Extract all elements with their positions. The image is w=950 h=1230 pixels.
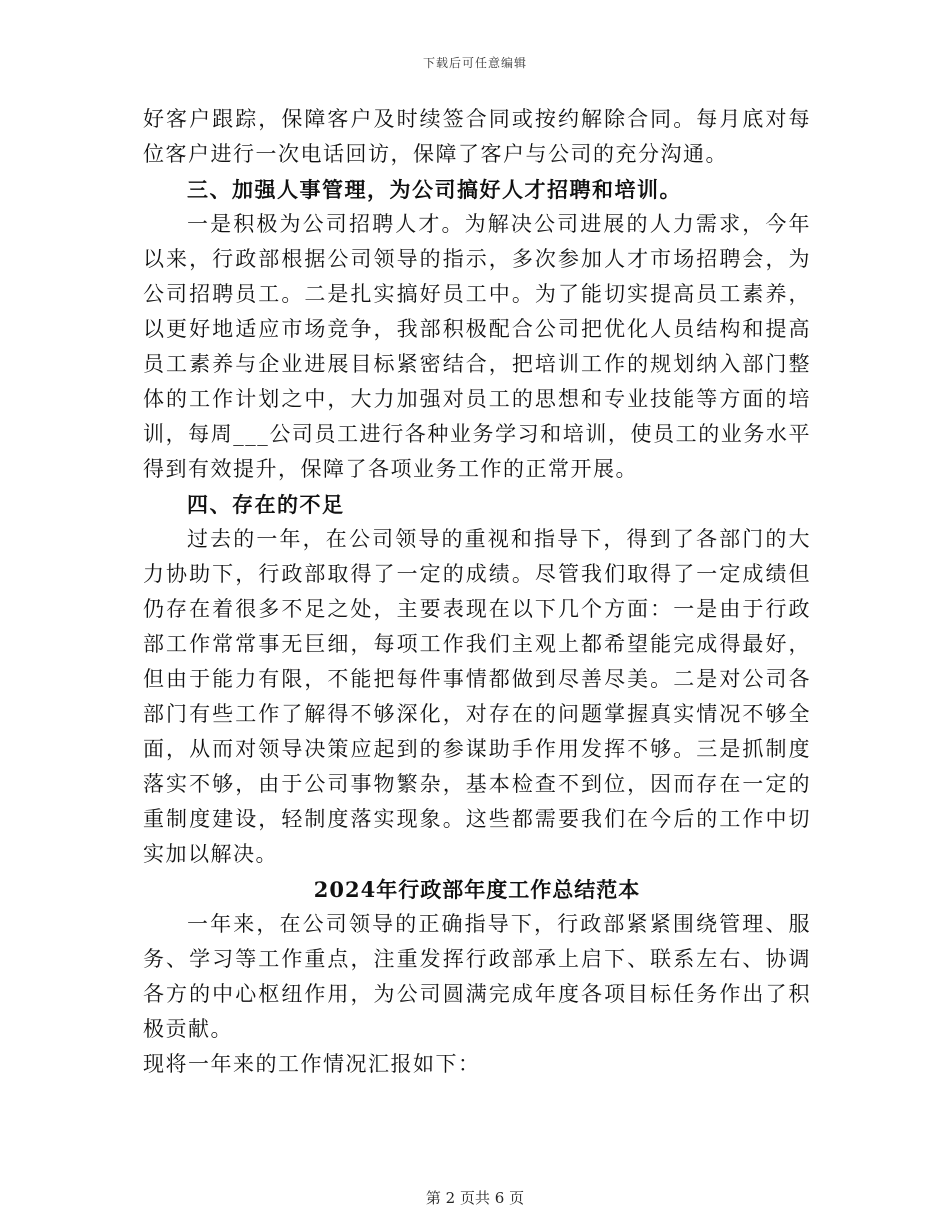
page-footer: 第 2 页共 6 页: [425, 1189, 525, 1207]
section-heading-4: 四、存在的不足: [187, 492, 345, 517]
paragraph: 一年来，在公司领导的正确指导下，行政部紧紧围绕管理、服务、学习等工作重点，注重发挥行政部承上启下、联系左右、协调各方的中心枢纽作用，为公司圆满完成年度各项目标任务作出了积极贡献。: [143, 912, 811, 1041]
paragraph: 过去的一年，在公司领导的重视和指导下，得到了各部门的大力协助下，行政部取得了一定的成绩。尽管我们取得了一定成绩但仍存在着很多不足之处，主要表现在以下几个方面：一是由于行政部工作常常事无巨细，每项工作我们主观上都希望能完成得最好，但由于能力有限，不能把每件事情都做到尽善尽美。二是对公司各部门有些工作了解得不够深化，对存在的问题掌握真实情况不够全面，从而对领导决策应起到的参谋助手作用发挥不够。三是抓制度落实不够，由于公司事物繁杂，基本检查不到位，因而存在一定的重制度建设，轻制度落实现象。这些都需要我们在今后的工作中切实加以解决。: [143, 527, 811, 866]
paragraph: 一是积极为公司招聘人才。为解决公司进展的人力需求，今年以来，行政部根据公司领导的指示，多次参加人才市场招聘会，为公司招聘员工。二是扎实搞好员工中。为了能切实提高员工素养，以更好地适应市场竞争，我部积极配合公司把优化人员结构和提高员工素养与企业进展目标紧密结合，把培训工作的规划纳入部门整体的工作计划之中，大力加强对员工的思想和专业技能等方面的培训，每周___公司员工进行各种业务学习和培训，使员工的业务水平得到有效提升，保障了各项业务工作的正常开展。: [143, 212, 811, 481]
page-header: 下载后可任意编辑: [422, 56, 527, 70]
document-title: 2024年行政部年度工作总结范本: [313, 877, 641, 902]
document-body: [143, 102, 811, 1082]
paragraph-continuation: 现将一年来的工作情况汇报如下：: [143, 1052, 481, 1076]
section-heading-3: 三、加强人事管理，为公司搞好人才招聘和培训。: [187, 177, 682, 202]
paragraph-continuation: 好客户跟踪，保障客户及时续签合同或按约解除合同。每月底对每位客户进行一次电话回访，保障了客户与公司的充分沟通。: [143, 107, 811, 166]
